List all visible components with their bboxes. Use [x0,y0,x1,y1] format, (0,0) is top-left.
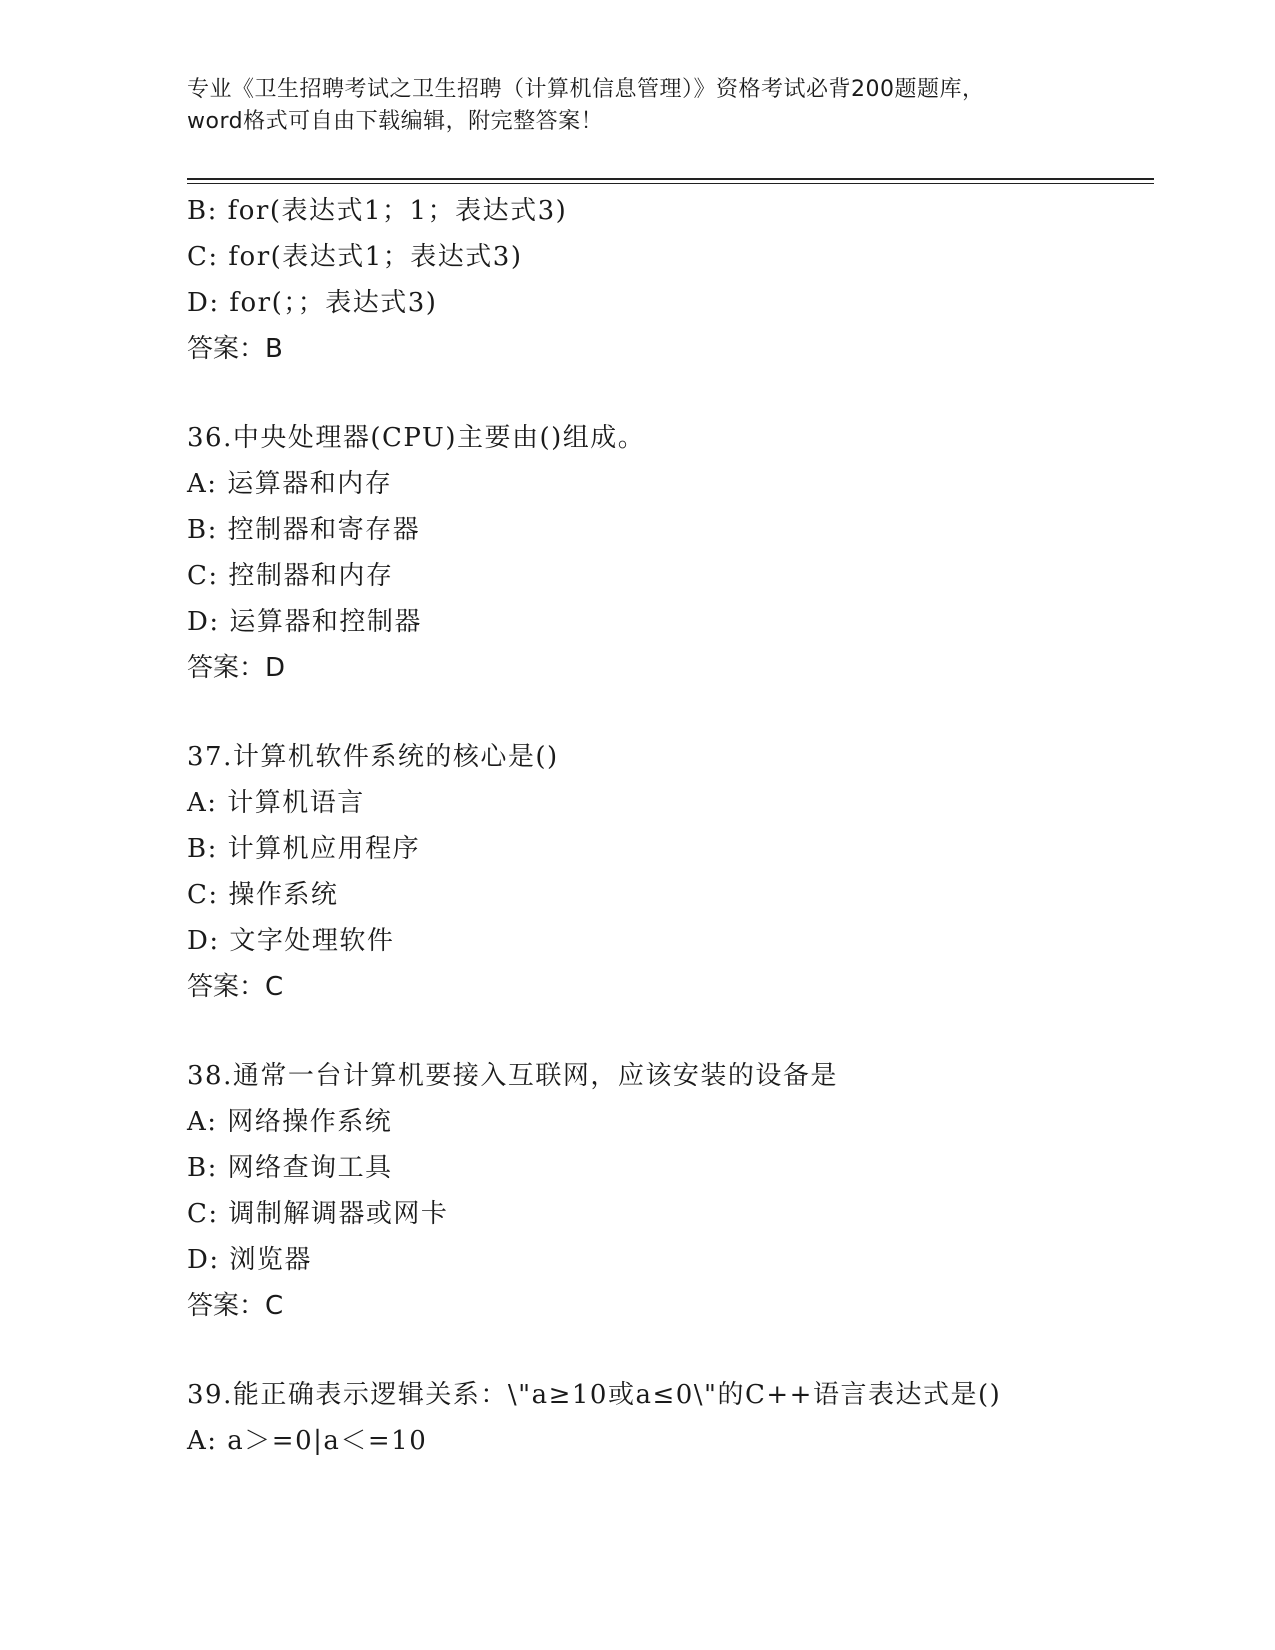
header-divider-thin [187,183,1154,184]
question-list [187,188,1147,1464]
option-b: B: for(表达式1；1；表达式3) [187,196,568,226]
question-block-38 [187,1053,1147,1329]
question-text: 37.计算机软件系统的核心是() [187,742,559,772]
option-c: C: for(表达式1；表达式3) [187,242,523,272]
option-d: D: 运算器和控制器 [187,607,422,637]
option-c: C: 调制解调器或网卡 [187,1199,449,1229]
option-b: B: 控制器和寄存器 [187,515,421,545]
question-block-36 [187,415,1147,691]
option-a: A: 运算器和内存 [187,469,393,499]
question-text: 36.中央处理器(CPU)主要由()组成。 [187,423,646,453]
answer-line: 答案：D [187,653,286,683]
option-d: D: for(；；表达式3) [187,288,438,318]
question-text: 39.能正确表示逻辑关系：\"a≥10或a≤0\"的C++语言表达式是() [187,1380,1002,1410]
question-block-37 [187,734,1147,1010]
option-b: B: 计算机应用程序 [187,834,421,864]
option-a: A: 网络操作系统 [187,1107,393,1137]
option-a: A: a＞=0|a＜=10 [187,1426,428,1456]
option-c: C: 操作系统 [187,880,339,910]
answer-line: 答案：C [187,1291,284,1321]
header-line-1: 专业《卫生招聘考试之卫生招聘（计算机信息管理）》资格考试必背200题题库， [187,77,985,102]
header-divider-thick [187,178,1154,180]
answer-line: 答案：C [187,972,284,1002]
header-line-2: word格式可自由下载编辑，附完整答案！ [187,109,604,134]
question-block-35 [187,188,1147,372]
question-text: 38.通常一台计算机要接入互联网，应该安装的设备是 [187,1061,838,1091]
document-header [187,74,1087,138]
answer-line: 答案：B [187,334,283,364]
option-d: D: 文字处理软件 [187,926,395,956]
option-d: D: 浏览器 [187,1245,312,1275]
question-block-39 [187,1372,1147,1464]
option-b: B: 网络查询工具 [187,1153,393,1183]
option-a: A: 计算机语言 [187,788,365,818]
option-c: C: 控制器和内存 [187,561,394,591]
